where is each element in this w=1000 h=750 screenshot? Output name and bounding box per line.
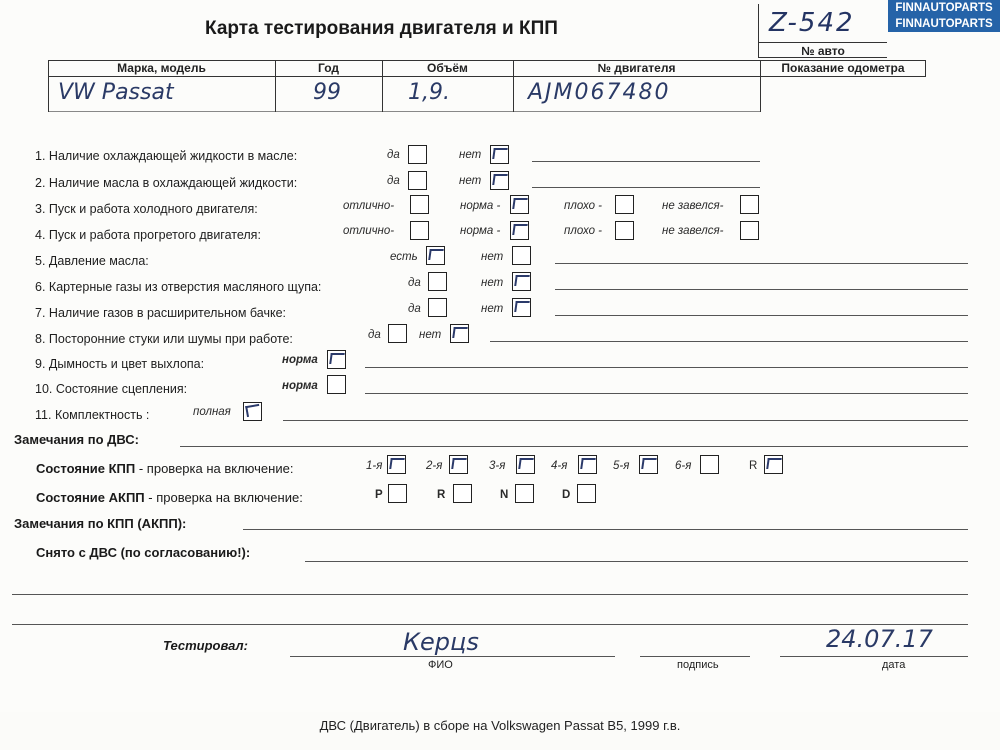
question-8: 8. Посторонние стуки или шумы при работе: xyxy=(35,332,293,346)
checkbox-q4-normal[interactable] xyxy=(510,221,529,240)
checkbox-q7-yes[interactable] xyxy=(428,298,447,317)
option-label-yes: да xyxy=(408,277,421,289)
gearbox-remarks-label: Замечания по КПП (АКПП): xyxy=(14,516,187,531)
question-5: 5. Давление масла: xyxy=(35,254,149,268)
checkbox-q5-no[interactable] xyxy=(512,246,531,265)
checkbox-gear-6[interactable] xyxy=(700,455,719,474)
removed-parts-label: Снято с ДВС (по согласованию!): xyxy=(36,545,251,560)
checkbox-q7-no[interactable] xyxy=(512,298,531,317)
watermark-badge xyxy=(888,0,1000,32)
question-6: 6. Картерные газы из отверстия масляного щупа: xyxy=(35,280,322,294)
tester-signature: Керцs xyxy=(403,628,479,656)
question-11: 11. Комплектность : xyxy=(35,408,150,422)
option-label-normal: норма - xyxy=(460,225,501,237)
make-model-value: VW Passat xyxy=(58,80,174,105)
col-header-volume: Объём xyxy=(427,61,468,75)
checkbox-q9-normal[interactable] xyxy=(327,350,346,369)
checkbox-q3-excellent[interactable] xyxy=(410,195,429,214)
checkbox-q4-bad[interactable] xyxy=(615,221,634,240)
akpp-label-d: D xyxy=(562,489,571,501)
option-label-no-start: не завелся- xyxy=(662,225,724,237)
checkbox-q5-present[interactable] xyxy=(426,246,445,265)
question-9: 9. Дымность и цвет выхлопа: xyxy=(35,357,205,371)
checkbox-q2-yes[interactable] xyxy=(408,171,427,190)
question-2: 2. Наличие масла в охлаждающей жидкости: xyxy=(35,176,298,190)
option-label-normal: норма xyxy=(282,380,318,392)
page-caption: ДВС (Двигатель) в сборе на Volkswagen Passat B5, 1999 г.в. xyxy=(319,718,681,733)
checkbox-q2-no[interactable] xyxy=(490,171,509,190)
question-10: 10. Состояние сцепления: xyxy=(35,382,188,396)
checkbox-akpp-p[interactable] xyxy=(388,484,407,503)
col-header-engine-number: № двигателя xyxy=(597,61,676,75)
gearbox-remarks-line[interactable] xyxy=(243,529,968,530)
checkbox-q3-bad[interactable] xyxy=(615,195,634,214)
signature-label-signature: подпись xyxy=(677,659,719,671)
checkbox-q1-yes[interactable] xyxy=(408,145,427,164)
checkbox-q4-excellent[interactable] xyxy=(410,221,429,240)
volume-value: 1,9. xyxy=(408,80,450,105)
gearbox-check-label: Состояние КПП - проверка на включение: xyxy=(36,461,294,476)
gear-label-3: 3-я xyxy=(489,460,506,472)
option-label-bad: плохо - xyxy=(564,200,602,212)
page-title: Карта тестирования двигателя и КПП xyxy=(205,18,558,39)
question-4: 4. Пуск и работа прогретого двигателя: xyxy=(35,228,261,242)
checkbox-akpp-d[interactable] xyxy=(577,484,596,503)
question-1: 1. Наличие охлаждающей жидкости в масле: xyxy=(35,149,298,163)
watermark-line: FINNAUTOPARTS xyxy=(895,18,993,30)
removed-parts-line-3[interactable] xyxy=(12,624,968,625)
checkbox-gear-1[interactable] xyxy=(387,455,406,474)
option-label-yes: да xyxy=(387,149,400,161)
option-label-normal: норма - xyxy=(460,200,501,212)
option-label-excellent: отлично- xyxy=(343,225,395,237)
option-label-no: нет xyxy=(459,149,482,161)
engine-number-value: AJM067480 xyxy=(528,80,671,105)
test-date: 24.07.17 xyxy=(826,625,933,653)
checkbox-q3-no-start[interactable] xyxy=(740,195,759,214)
checkbox-q8-yes[interactable] xyxy=(388,324,407,343)
checkbox-q8-no[interactable] xyxy=(450,324,469,343)
col-header-odometer: Показание одометра xyxy=(781,61,905,75)
option-label-complete: полная xyxy=(193,406,231,418)
watermark-line: FINNAUTOPARTS xyxy=(895,2,993,14)
checkbox-gear-3[interactable] xyxy=(516,455,535,474)
checkbox-q6-yes[interactable] xyxy=(428,272,447,291)
engine-remarks-label: Замечания по ДВС: xyxy=(14,432,139,447)
checkbox-q4-no-start[interactable] xyxy=(740,221,759,240)
col-header-year: Год xyxy=(318,61,339,75)
akpp-label-n: N xyxy=(500,489,509,501)
checkbox-gear-2[interactable] xyxy=(449,455,468,474)
option-label-present: есть xyxy=(390,251,418,263)
option-label-normal: норма xyxy=(282,354,318,366)
option-label-no: нет xyxy=(419,329,442,341)
vehicle-number-label: № авто xyxy=(801,44,845,58)
checkbox-gear-5[interactable] xyxy=(639,455,658,474)
option-label-bad: плохо - xyxy=(564,225,602,237)
option-label-no-start: не завелся- xyxy=(662,200,724,212)
checkbox-q10-normal[interactable] xyxy=(327,375,346,394)
gear-label-reverse: R xyxy=(749,460,758,472)
checkbox-q11-complete[interactable] xyxy=(243,402,262,421)
signature-label-name: ФИО xyxy=(428,659,453,671)
vehicle-code: Z-542 xyxy=(769,8,855,38)
engine-remarks-line[interactable] xyxy=(180,446,968,447)
year-value: 99 xyxy=(313,80,341,105)
gear-label-1: 1-я xyxy=(366,460,383,472)
option-label-no: нет xyxy=(481,303,504,315)
option-label-yes: да xyxy=(387,175,400,187)
question-7: 7. Наличие газов в расширительном бачке: xyxy=(35,306,287,320)
option-label-no: нет xyxy=(481,251,504,263)
checkbox-akpp-n[interactable] xyxy=(515,484,534,503)
option-label-yes: да xyxy=(408,303,421,315)
checkbox-gear-reverse[interactable] xyxy=(764,455,783,474)
signature-label-date: дата xyxy=(882,659,906,671)
gear-label-2: 2-я xyxy=(426,460,443,472)
removed-parts-line[interactable] xyxy=(305,561,968,562)
option-label-yes: да xyxy=(368,329,381,341)
gear-label-6: 6-я xyxy=(675,460,692,472)
checkbox-q3-normal[interactable] xyxy=(510,195,529,214)
gear-label-4: 4-я xyxy=(551,460,568,472)
checkbox-q1-no[interactable] xyxy=(490,145,509,164)
checkbox-akpp-r[interactable] xyxy=(453,484,472,503)
removed-parts-line-2[interactable] xyxy=(12,594,968,595)
checkbox-gear-4[interactable] xyxy=(578,455,597,474)
option-label-excellent: отлично- xyxy=(343,200,395,212)
vehicle-code-box xyxy=(758,4,887,58)
col-header-make-model: Марка, модель xyxy=(117,61,206,75)
akpp-label-r: R xyxy=(437,489,446,501)
checkbox-q6-no[interactable] xyxy=(512,272,531,291)
akpp-label-p: P xyxy=(375,489,383,501)
gear-label-5: 5-я xyxy=(613,460,630,472)
vehicle-info-table xyxy=(48,60,926,112)
automatic-check-label: Состояние АКПП - проверка на включение: xyxy=(36,490,303,505)
option-label-no: нет xyxy=(481,277,504,289)
tested-by-label: Тестировал: xyxy=(163,638,248,653)
question-3: 3. Пуск и работа холодного двигателя: xyxy=(35,202,258,216)
option-label-no: нет xyxy=(459,175,482,187)
